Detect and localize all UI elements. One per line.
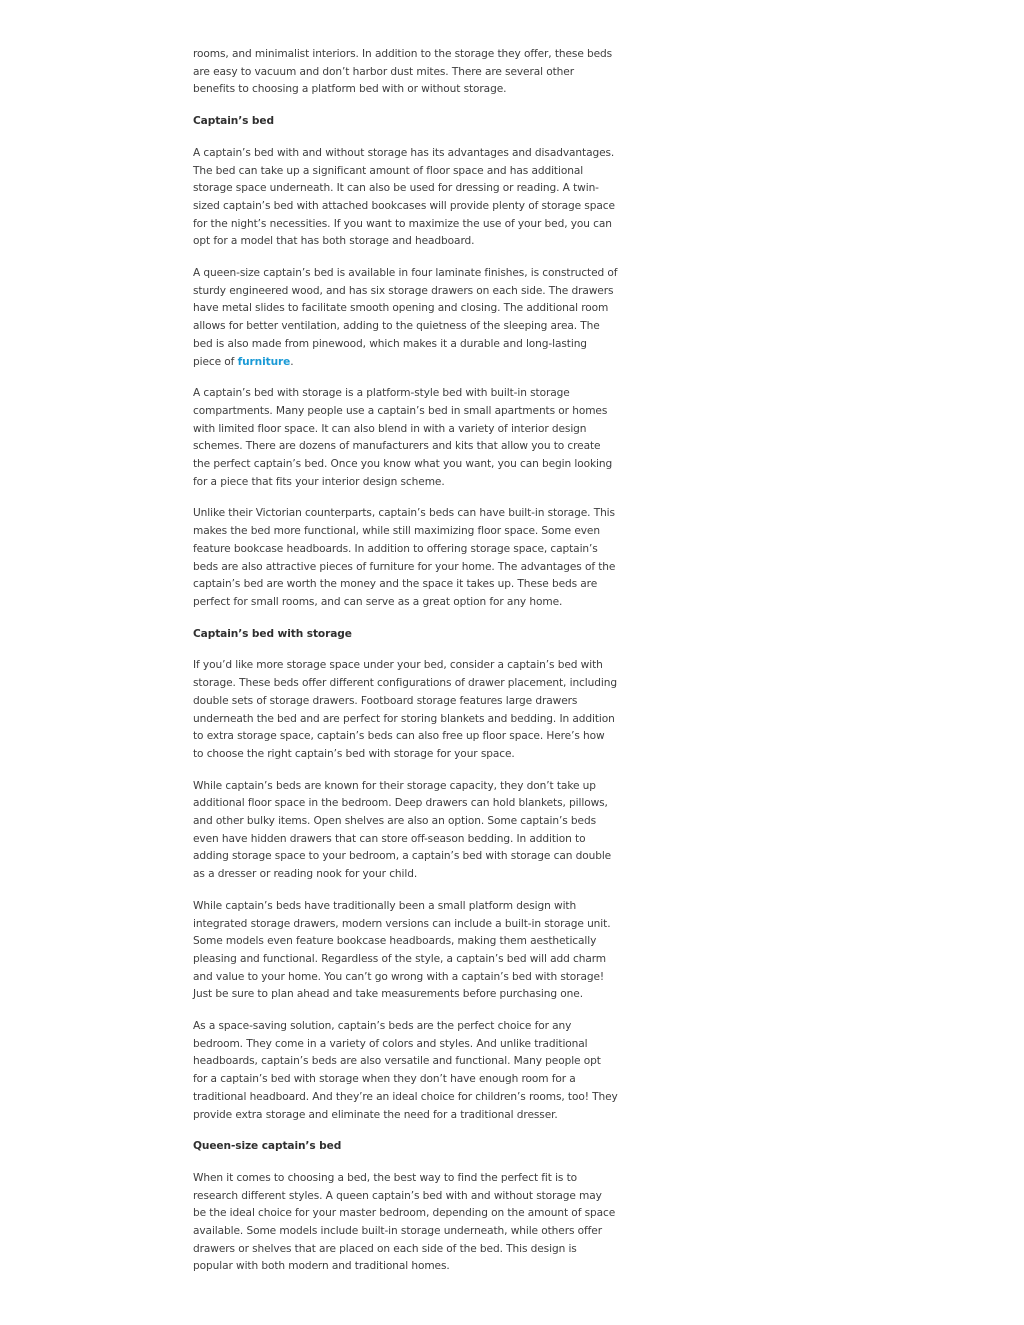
- furniture-link[interactable]: furniture: [237, 355, 291, 368]
- paragraph-captains-2-end: .: [290, 355, 294, 368]
- heading-queen-size-captains-bed: Queen-size captain’s bed: [193, 1140, 342, 1153]
- paragraph-captains-3: A captain’s bed with storage is a platform-style bed with built-in storage compartments. Many people use a captain’s bed in small apartments or homes with limited floor space. It can also blend in with a variety of interior design schemes. There are dozens of manufacturers and kits that allow you to create the perfect captain’s bed. Once you know what you want, you can begin looking for a piece that fits your interior design scheme.: [193, 387, 613, 488]
- paragraph-storage-4: As a space-saving solution, captain’s beds are the perfect choice for any bedroom. They come in a variety of colors and styles. And unlike traditional headboards, captain’s beds are also versatile and functional. Many people opt for a captain’s bed with storage when they don’t have enough room for a traditional headboard. And they’re an ideal choice for children’s rooms, too! They provide extra storage and eliminate the need for a traditional dresser.: [193, 1020, 618, 1121]
- paragraph-storage-1: If you’d like more storage space under your bed, consider a captain’s bed with storage. These beds offer different configurations of drawer placement, including double sets of storage drawers. Footboard storage features large drawers underneath the bed and are perfect for storing blankets and bedding. In addition to extra storage space, captain’s beds can also free up floor space. Here’s how to choose the right captain’s bed with storage for your space.: [193, 659, 617, 760]
- paragraph-intro: rooms, and minimalist interiors. In addition to the storage they offer, these beds are easy to vacuum and don’t harbor dust mites. There are several other benefits to choosing a platform bed with or without storage.: [193, 48, 613, 96]
- heading-captains-bed: Captain’s bed: [193, 115, 274, 128]
- paragraph-storage-3: While captain’s beds have traditionally been a small platform design with integrated storage drawers, modern versions can include a built-in storage unit. Some models even feature bookcase headboards, making them aesthetically pleasing and functional. Regardless of the style, a captain’s bed will add charm and value to your home. You can’t go wrong with a captain’s bed with storage! Just be sure to plan ahead and take measurements before purchasing one.: [193, 899, 611, 1001]
- paragraph-captains-1: A captain’s bed with and without storage has its advantages and disadvantages. The bed can take up a significant amount of floor space and has additional storage space underneath. It can also be used for dressing or reading. A twin-sized captain’s bed with attached bookcases will provide plenty of storage space for the night’s necessities. If you want to maximize the use of your bed, you can opt for a model that has both storage and headboard.: [193, 146, 615, 248]
- paragraph-captains-2: [193, 265, 618, 371]
- paragraph-captains-2-text: A queen-size captain’s bed is available in four laminate finishes, is constructed of sturdy engineered wood, and has six storage drawers on each side. The drawers have metal slides to facilitate smooth opening and closing. The additional room allows for better ventilation, adding to the quietness of the sleeping area. The bed is also made from pinewood, which makes it a durable and long-lasting piece of: [193, 267, 618, 368]
- article-body: [193, 46, 618, 1290]
- paragraph-captains-4: Unlike their Victorian counterparts, captain’s beds can have built-in storage. This makes the bed more functional, while still maximizing floor space. Some even feature bookcase headboards. In addition to offering storage space, captain’s beds are also attractive pieces of furniture for your home. The advantages of the captain’s bed are worth the money and the space it takes up. These beds are perfect for small rooms, and can serve as a great option for any home.: [193, 507, 616, 608]
- heading-captains-bed-with-storage: Captain’s bed with storage: [193, 627, 352, 640]
- paragraph-storage-2: While captain’s beds are known for their storage capacity, they don’t take up additional floor space in the bedroom. Deep drawers can hold blankets, pillows, and other bulky items. Open shelves are also an option. Some captain’s beds even have hidden drawers that can store off-season bedding. In addition to adding storage space to your bedroom, a captain’s bed with storage can double as a dresser or reading nook for your child.: [193, 779, 612, 881]
- paragraph-queen-1: When it comes to choosing a bed, the best way to find the perfect fit is to research different styles. A queen captain’s bed with and without storage may be the ideal choice for your master bedroom, depending on the amount of space available. Some models include built-in storage underneath, while others offer drawers or shelves that are placed on each side of the bed. This design is popular with both modern and traditional homes.: [193, 1171, 616, 1273]
